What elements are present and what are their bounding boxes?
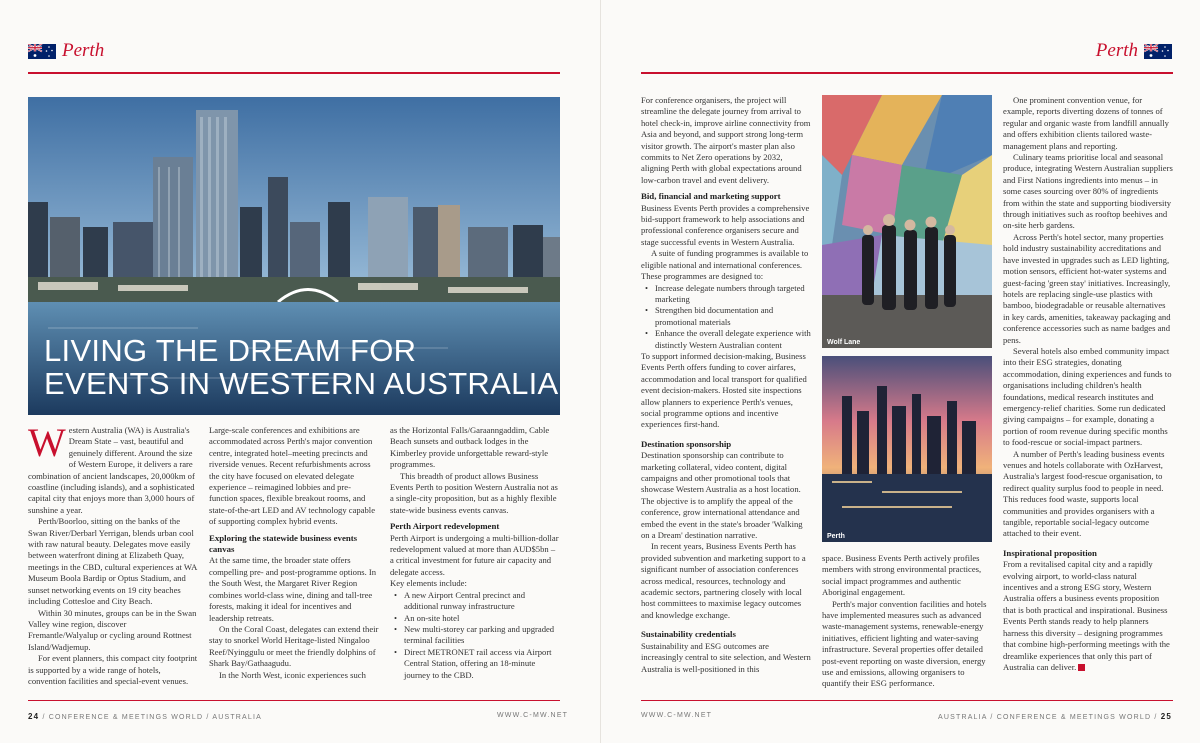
perth-aerial-photo [822,356,992,542]
perth-aerial-image [822,356,992,542]
subheading: Sustainability credentials [641,629,736,640]
paragraph: Across Perth's hotel sector, many properties hold industry sustainability accreditations and have invested in upgrades such as LED lighting, motion sensors, efficient hot-water systems and guest-facing 'green stay' initiatives. Increasingly, hotels are replacing single-use plastics with bamboo, biodegradable or reusable alternatives in key cards, amenities, takeaway packaging and conference accessories such as name badges and pens. [1003,231,1171,345]
drop-cap: W [28,425,66,465]
list-item: • A new Airport Central precinct and additional runway infrastructure [404,590,560,613]
australian-flag-icon [1144,44,1172,59]
list-item: • Direct METRONET rail access via Airport Central Station, offering an 18-minute journey to the CBD. [404,647,560,681]
paragraph: From a revitalised capital city and a rapidly evolving airport, to world-class natural incentives and a strong ESG story, Western Australia offers a business events proposition that is both practical and inspirational. Business Events Perth stands ready to help planners harness this diversity – designing programmes that combine high-performing meetings with the dreamlike experiences that only this part of Australia can deliver. [1003,559,1170,672]
title-line-2: EVENTS IN WESTERN AUSTRALIA [44,366,559,401]
paragraph: One prominent convention venue, for example, reports diverting dozens of tonnes of regular and organic waste from landfill annually and offers exhibition clients tailored waste-management plans and reporting. [1003,95,1169,151]
australian-flag-icon [28,44,56,59]
paragraph: Key elements include: [390,578,467,589]
list-item: • Increase delegate numbers through targeted marketing [655,283,811,306]
subheading: Inspirational proposition [1003,547,1097,558]
right-column-3 [1003,95,1173,695]
paragraph: A number of Perth's leading business events venues and hotels collaborate with OzHarvest, Australia's largest food-rescue organisation, to redirect quality surplus food to people in need. This reduces food waste, supports local communities and provides organisers with a tangible, reportable social-legacy outcome attached to their event. [1003,448,1165,539]
page-number: 24 [28,712,40,721]
paragraph: For conference organisers, the project will streamline the delegate journey from arrival to hotel check-in, improve airline connectivity from Asia and beyond, and support strong long-term visitor growth. The airport's master plan also commits to Net Zero operations by 2032, aligning Perth with global expectations around low-carbon travel and event delivery. [641,95,811,185]
paragraph: For event planners, this compact city footprint is supported by a wide range of hotels, convention facilities and special-event venues. [28,653,198,686]
wolf-lane-photo [822,95,992,348]
paragraph: A suite of funding programmes is available to eligible national and international conferences. These programmes are designed to: [641,248,809,282]
bullet-list [390,590,560,681]
subheading: Destination sponsorship [641,438,732,449]
intro-paragraph: Western Australia (WA) is Australia's Dream State – vast, beautiful and genuinely different. Around the size of Western Europe, it delivers a rare combination of ancient landscapes, 20,000km of coastline (including islands), and a sophisticated capital city that enjoys more than 3,000 hours of sunshine a year. [28,425,195,515]
list-item: • Enhance the overall delegate experience with distinctly Western Australian content [655,328,811,351]
paragraph: In recent years, Business Events Perth has provided subvention and marketing support to a significant number of association conferences across medical, resources, technology and academic sectors, partnering closely with local host committees to maximise legacy outcomes and knowledge exchange. [641,541,806,620]
footer-url[interactable]: WWW.C-MW.NET [497,712,569,719]
left-footer [28,712,262,721]
paragraph: Within 30 minutes, groups can be in the Swan Valley wine region, discover Fremantle/Walyalup or cycling around Rottnest Island/Wadjemup. [28,607,197,652]
wolf-lane-image [822,95,992,348]
photo-caption: Wolf Lane [827,339,861,346]
paragraph: Large-scale conferences and exhibitions are accommodated across Perth's major convention centre, integrated hotel–meeting precincts and riverside venues. Recent refurbishments across the city have focused on elevated delegate experience – reimagined lobbies and pre-function spaces, flexible breakout rooms, and state-of-the-art LED and AV technology capable of supporting complex hybrid events. [209,425,376,527]
paragraph: Perth's major convention facilities and hotels have implemented measures such as advanced waste-management systems, renewable-energy initiatives, efficient lighting and water-saving infrastructure. Several properties offer detailed post-event reporting on waste diversion, energy use and emissions, allowing organisers to quantify their ESG performance. [822,598,987,689]
paragraph: Sustainability and ESG outcomes are increasingly central to site selection, and Western Australia is well-positioned in this [641,640,811,674]
left-column-2 [209,425,379,690]
footer-url[interactable]: WWW.C-MW.NET [641,712,713,719]
footer-text: AUSTRALIA / CONFERENCE & MEETINGS WORLD / [937,714,1158,721]
right-header [1096,40,1172,62]
right-column-1 [641,95,811,690]
paragraph: To support informed decision-making, Business Events Perth offers funding to cover airfares, accommodation and local transport for qualified event decision-makers. Hosted site inspections allow planners to experience Perth's venues, social programme options and incentive experiences first-hand. [641,350,807,430]
page-number: 25 [1160,712,1172,721]
footer-text: / CONFERENCE & MEETINGS WORLD / AUSTRALIA [42,714,263,721]
header-city: Perth [62,40,105,61]
title-line-1: LIVING THE DREAM FOR [44,333,417,368]
header-rule [641,72,1173,74]
paragraph: as the Horizontal Falls/Garaanngaddim, Cable Beach sunsets and outback lodges in the Kimberley provide unforgettable reward-style programmes. [390,425,550,470]
photo-caption: Perth [827,533,845,540]
paragraph: This breadth of product allows Business Events Perth to position Western Australia not as a single-city proposition, but as a highly flexible state-wide business events canvas. [390,470,558,515]
list-item: • New multi-storey car parking and upgraded terminal facilities [404,624,560,647]
paragraph: space. Business Events Perth actively profiles members with strong environmental practices, social impact programmes and authentic Aboriginal engagement. [822,553,982,598]
paragraph: Perth/Boorloo, sitting on the banks of the Swan River/Derbarl Yerrigan, blends urban cool with raw natural beauty. Delegates move easily between waterfront dining at Elizabeth Quay, meetings in the CBD, cultural experiences at WA Museum Boola Bardip or Optus Stadium, and sunset networking events on 19 city beaches including Cottesloe and City Beach. [28,516,197,607]
header-rule [28,72,560,74]
subheading: Perth Airport redevelopment [390,521,500,532]
paragraph: In the North West, iconic experiences such [219,669,366,680]
left-column-1 [28,425,198,690]
right-column-2 [822,553,992,690]
feature-title [44,334,559,400]
paragraph: Several hotels also embed community impact into their ESG strategies, donating accommodation, dining experiences and funds to organisations including children's health foundations, medical research institutes and emergency-relief charities. Some run dedicated giving campaigns – for example, donating a portion of room revenue during specific months to food-rescue or social-impact partners. [1003,345,1172,448]
left-column-3 [390,425,560,690]
paragraph: At the same time, the broader state offers compelling pre- and post-programme options. In the South West, the Margaret River Region combines world-class wine, dining and tall-tree forests, making it ideal for incentives and leadership retreats. [209,555,377,623]
subheading: Bid, financial and marketing support [641,191,781,202]
footer-rule [28,700,560,701]
paragraph: Destination sponsorship can contribute to marketing collateral, video content, digital campaigns and other promotional tools that showcase Western Australia as a host location. The objective is to amplify the appeal of the conference, grow international attendance and embed the event in the state's broader 'Walking on a Dream' destination narrative. [641,450,803,541]
paragraph: On the Coral Coast, delegates can extend their stay to snorkel World Heritage-listed Ningaloo Reef/Nyinggulu or meet the friendly dolphins of Shark Bay/Gathaagudu. [209,623,379,669]
right-footer [938,712,1172,721]
header-city: Perth [1095,40,1138,61]
end-mark-icon [1078,664,1085,671]
footer-rule [641,700,1173,701]
bullet-list [641,283,811,351]
list-item: • Strengthen bid documentation and promotional materials [655,305,811,328]
subheading: Exploring the statewide business events canvas [209,532,358,555]
paragraph: Business Events Perth provides a comprehensive bid-support framework to help associations and professional conference organisers secure and stage successful events in Western Australia. [641,202,810,247]
right-page [600,0,1200,743]
list-item: • An on-site hotel [404,613,560,624]
left-header [28,40,104,62]
paragraph: Culinary teams prioritise local and seasonal produce, integrating Western Australian suppliers and First Nations ingredients into menus – in some cases sourcing over 80% of ingredients from within the state and supporting biodiversity through initiatives such as rooftop beehives and on-site herb gardens. [1003,152,1173,231]
paragraph: Perth Airport is undergoing a multi-billion-dollar redevelopment valued at more than AUD$5bn – a critical investment for future air capacity and delegate access. [390,532,559,577]
